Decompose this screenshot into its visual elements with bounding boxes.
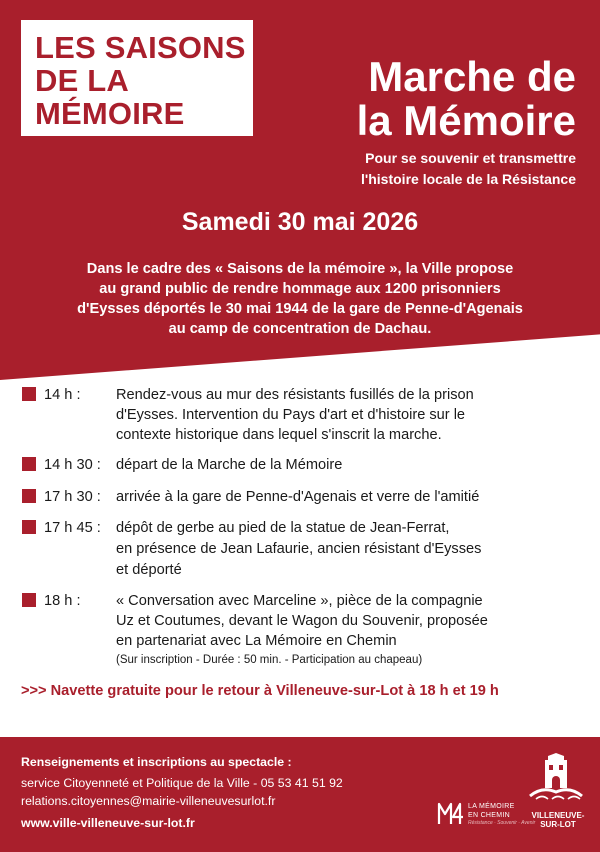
program-text: arrivée à la gare de Penne-d'Agenais et verre de l'amitié — [116, 489, 480, 505]
bullet-square — [22, 457, 36, 471]
program-time-1430: 14 h 30 : — [44, 457, 101, 473]
memoire-logo-tagline: Résistance · Souvenir · Avenir — [468, 820, 536, 826]
program-text: « Conversation avec Marceline », pièce de la compagnie — [116, 593, 483, 609]
program-text: départ de la Marche de la Mémoire — [116, 457, 343, 473]
program-time-1800: 18 h : — [44, 593, 81, 609]
website-link[interactable]: www.ville-villeneuve-sur-lot.fr — [21, 816, 195, 830]
page-title-line-2: la Mémoire — [356, 97, 576, 144]
program-text: dépôt de gerbe au pied de la statue de Jean-Ferrat, — [116, 520, 450, 536]
program-note: (Sur inscription - Durée : 50 min. - Participation au chapeau) — [116, 654, 423, 666]
intro-line-1: Dans le cadre des « Saisons de la mémoire », la Ville propose — [86, 261, 514, 277]
intro-line-4: au camp de concentration de Dachau. — [168, 321, 432, 337]
program-text: d'Eysses. Intervention du Pays d'art et d'histoire sur le — [116, 407, 466, 423]
event-date: Samedi 30 mai 2026 — [181, 208, 419, 236]
program-time-1400: 14 h : — [44, 387, 81, 403]
intro-line-3: d'Eysses déportés le 30 mai 1944 de la gare de Penne-d'Agenais — [77, 301, 523, 317]
villeneuve-sur-lot-logo-icon — [528, 752, 584, 808]
subtitle-line-1: Pour se souvenir et transmettre — [365, 150, 576, 166]
saisons-logo-box — [21, 20, 253, 136]
intro-line-2: au grand public de rendre hommage aux 1200 prisonniers — [99, 281, 501, 297]
saisons-line-3: MÉMOIRE — [35, 96, 185, 131]
saisons-line-1: LES SAISONS — [35, 30, 246, 65]
program-text: en partenariat avec La Mémoire en Chemin — [116, 633, 397, 649]
program-text: et déporté — [116, 562, 182, 578]
bullet-square — [22, 520, 36, 534]
memoire-logo-line-2: EN CHEMIN — [468, 812, 510, 819]
service-contact: service Citoyenneté et Politique de la Ville - 05 53 41 51 92 — [21, 776, 343, 790]
city-logo-line-1: VILLENEUVE- — [531, 811, 585, 820]
bullet-square — [22, 489, 36, 503]
program-text: Uz et Coutumes, devant le Wagon du Souvenir, proposée — [116, 613, 488, 629]
info-title: Renseignements et inscriptions au spectacle : — [21, 755, 292, 769]
shuttle-notice: >>> Navette gratuite pour le retour à Villeneuve-sur-Lot à 18 h et 19 h — [21, 683, 499, 699]
city-logo-line-2: SUR-LOT — [540, 820, 576, 829]
bullet-square — [22, 593, 36, 607]
program-text: contexte historique dans lequel s'inscrit la marche. — [116, 427, 442, 443]
memoire-en-chemin-logo-icon — [436, 800, 464, 826]
saisons-line-2: DE LA — [35, 63, 129, 98]
bullet-square — [22, 387, 36, 401]
program-text: Rendez-vous au mur des résistants fusillés de la prison — [116, 387, 474, 403]
program-time-1730: 17 h 30 : — [44, 489, 101, 505]
program-text: en présence de Jean Lafaurie, ancien résistant d'Eysses — [116, 541, 482, 557]
memoire-logo-line-1: LA MÉMOIRE — [468, 803, 515, 810]
program-time-1745: 17 h 45 : — [44, 520, 101, 536]
page-title-line-1: Marche de — [368, 53, 576, 100]
email-link[interactable]: relations.citoyennes@mairie-villeneuvesurlot.fr — [21, 794, 276, 808]
subtitle-line-2: l'histoire locale de la Résistance — [361, 171, 576, 187]
